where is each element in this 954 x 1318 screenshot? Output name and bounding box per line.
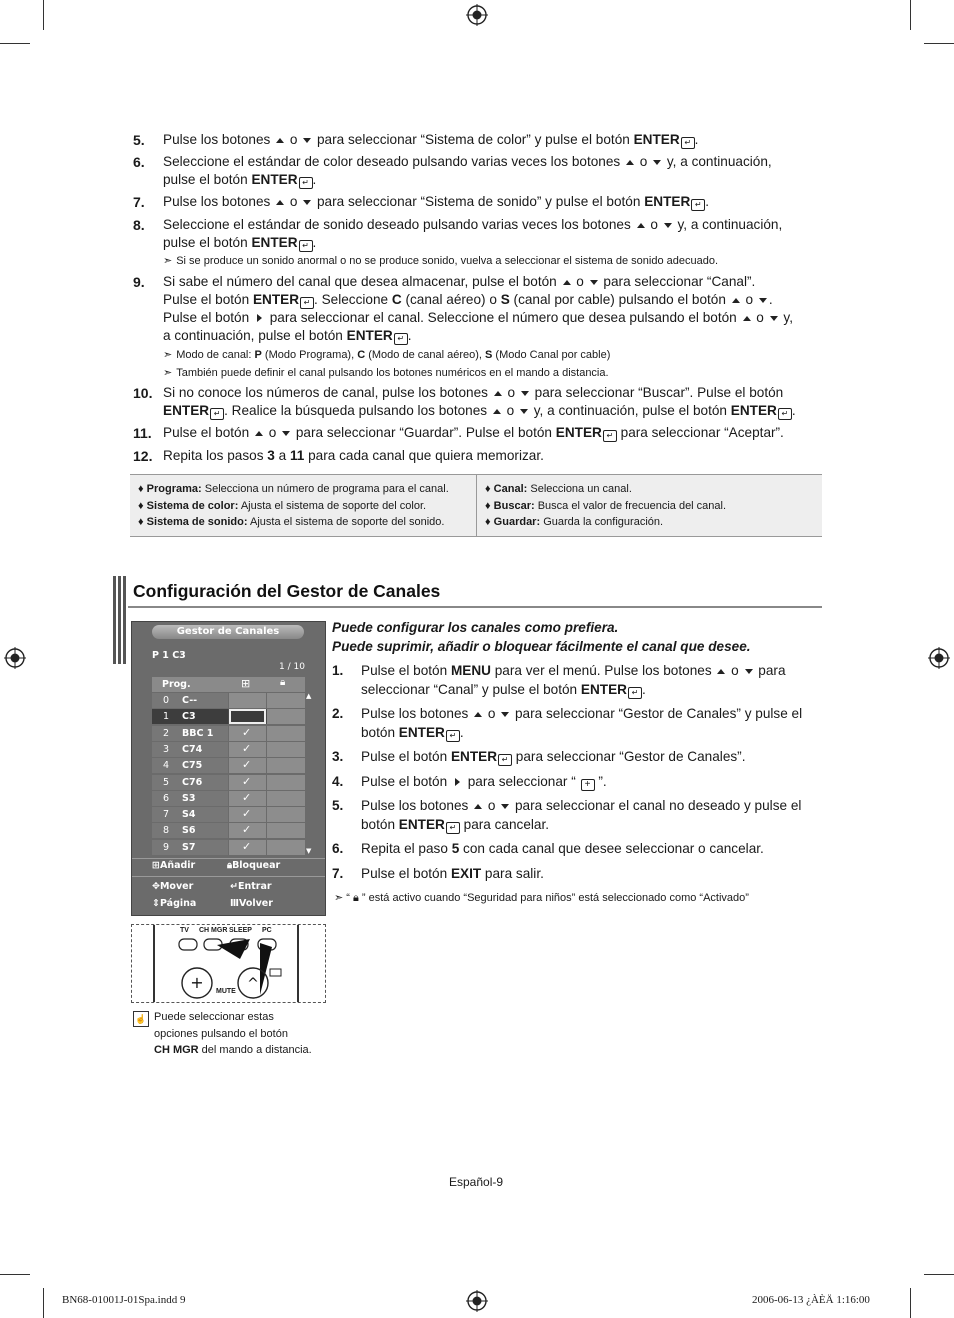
osd-enter-label: ↵Entrar: [230, 881, 272, 892]
osd-channel-row[interactable]: [152, 823, 305, 838]
osd-row-name: C74: [182, 743, 203, 755]
legend-box: [130, 474, 822, 537]
registration-mark-icon: [928, 647, 950, 669]
remote-chmgr-label: CH MGR: [199, 927, 228, 934]
file-name: BN68-01001J-01Spa.indd 9: [62, 1294, 186, 1306]
osd-row-number: 8: [163, 825, 170, 837]
crop-mark: [924, 43, 954, 44]
osd-lock-label: 🔒︎Bloquear: [227, 860, 281, 871]
osd-row-number: 2: [163, 727, 170, 739]
osd-row-name: S4: [182, 809, 196, 821]
osd-header-row: [152, 677, 305, 692]
osd-channel-row[interactable]: [152, 807, 305, 822]
check-icon: ✓: [242, 758, 252, 772]
legend-right: ♦ Canal: Selecciona un canal. ♦ Buscar: Busca el valor de frecuencia del canal. ♦ Guardar: Guarda la configuración.: [485, 483, 727, 528]
osd-row-number: 3: [163, 743, 170, 755]
note-channel-mode: ➣ Modo de canal: P (Modo Programa), C (Modo de canal aéreo), S (Modo Canal por cable): [163, 349, 611, 361]
osd-back-label: ⅢVolver: [230, 898, 273, 909]
osd-row-number: 0: [163, 695, 170, 706]
check-icon: ✓: [242, 790, 252, 804]
osd-row-number: 1: [163, 711, 170, 723]
osd-channel-row[interactable]: [152, 775, 305, 790]
print-date: 2006-06-13 ¿ÀÈÄ 1:16:00: [752, 1294, 870, 1306]
osd-row-number: 9: [163, 841, 170, 853]
osd-row-name: S3: [182, 792, 196, 804]
osd-channel-row[interactable]: [152, 758, 305, 773]
osd-row-name: C3: [182, 711, 196, 723]
registration-mark-icon: [466, 4, 488, 26]
check-icon: ✓: [242, 774, 252, 788]
osd-row-number: 4: [163, 760, 170, 772]
osd-channel-row[interactable]: [152, 840, 305, 855]
crop-mark: [910, 0, 911, 30]
osd-row-number: 6: [163, 792, 170, 804]
legend-left: ♦ Programa: Selecciona un número de programa para el canal. ♦ Sistema de color: Ajusta el sistema de soporte del color. ♦ Sistema de sonido: Ajusta el sistema de soporte del sonido.: [138, 483, 449, 528]
remote-tip: Puede seleccionar estas opciones pulsando el botón CH MGR del mando a distancia.: [154, 1011, 312, 1056]
registration-mark-icon: [4, 647, 26, 669]
osd-row-name: C75: [182, 760, 203, 772]
osd-row-name: S6: [182, 825, 196, 837]
crop-mark: [43, 0, 44, 30]
note-step-8: ➣ Si se produce un sonido anormal o no se produce sonido, vuelva a seleccionar el sistema de sonido adecuado.: [163, 255, 719, 267]
section-intro: Puede configurar los canales como prefiera. Puede suprimir, añadir o bloquear fácilmente el canal que desee.: [332, 620, 751, 654]
osd-channel-row[interactable]: [152, 742, 305, 757]
crop-mark: [910, 1288, 911, 1318]
crop-mark: [0, 43, 30, 44]
lock-icon: 🔒︎: [280, 677, 286, 688]
osd-row-name: C76: [182, 776, 203, 788]
crop-mark: [43, 1288, 44, 1318]
registration-mark-icon: [466, 1290, 488, 1312]
remote-sleep-label: SLEEP: [229, 927, 252, 934]
check-icon: ✓: [242, 725, 252, 739]
note-numeric-buttons: ➣ También puede definir el canal pulsando los botones numéricos en el mando a distancia.: [163, 367, 609, 379]
add-icon: ⊞: [241, 677, 251, 690]
osd-title: Gestor de Canales: [152, 625, 304, 639]
osd-row-name: BBC 1: [182, 727, 214, 739]
remote-pc-label: PC: [262, 927, 272, 934]
svg-text:+: +: [190, 973, 204, 992]
tv-osd-screenshot: [131, 621, 326, 916]
osd-row-number: 7: [163, 809, 170, 821]
lock-note: ➣ “ 🔒︎ ” está activo cuando “Seguridad para niños” está seleccionado como “Activado”: [334, 892, 749, 904]
check-icon: ✓: [242, 807, 252, 821]
check-icon: ✓: [242, 839, 252, 853]
osd-col-prog: Prog.: [162, 679, 191, 690]
osd-move-label: ✥Mover: [152, 881, 194, 892]
check-icon: ✓: [242, 823, 252, 837]
osd-channel-row[interactable]: [152, 726, 305, 741]
osd-current-channel: P 1 C3: [152, 650, 186, 661]
crop-mark: [924, 1274, 954, 1275]
osd-row-name: S7: [182, 841, 196, 853]
section-bar: [113, 576, 116, 664]
osd-channel-row[interactable]: [152, 693, 305, 708]
check-icon: ✓: [242, 741, 252, 755]
section-bar: [118, 576, 121, 664]
osd-page-indicator: 1 / 10: [279, 662, 305, 672]
legend-divider: [476, 475, 477, 536]
osd-row-number: 5: [163, 776, 170, 788]
section-underline: [128, 606, 822, 608]
osd-channel-row[interactable]: [152, 709, 305, 724]
osd-page-label: ⇕Página: [152, 898, 197, 909]
remote-control-illustration: [131, 924, 326, 1003]
remote-mute-label: MUTE: [216, 988, 236, 995]
osd-add-label: ⊞Añadir: [152, 860, 196, 871]
section-bar: [123, 576, 126, 664]
osd-row-name: C--: [182, 695, 198, 706]
scroll-down-icon: ▼: [306, 847, 312, 855]
svg-text:^: ^: [247, 976, 259, 992]
hand-icon: ☝: [133, 1011, 149, 1027]
crop-mark: [0, 1274, 30, 1275]
section-title: Configuración del Gestor de Canales: [133, 581, 441, 601]
remote-tv-label: TV: [180, 927, 189, 934]
page-number: Español-9: [449, 1175, 504, 1189]
osd-channel-row[interactable]: [152, 791, 305, 806]
scroll-up-icon: ▲: [306, 692, 312, 700]
